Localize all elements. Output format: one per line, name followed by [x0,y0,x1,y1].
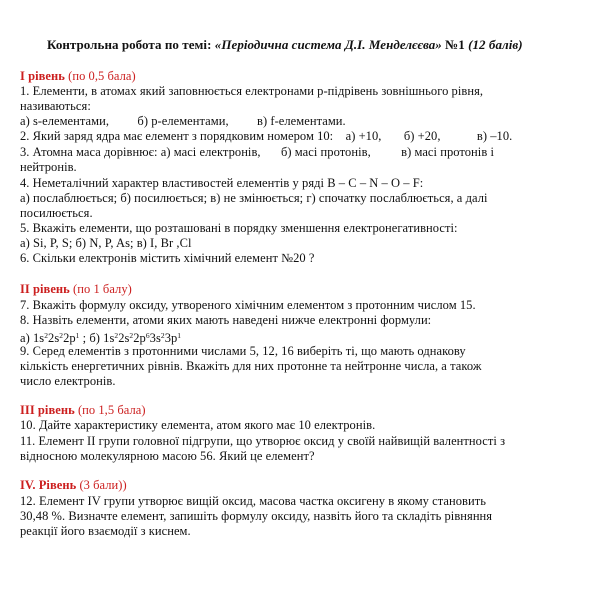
title-points: (12 балів) [468,37,523,52]
q12-line-3: реакції його взаємодії з киснем. [20,524,191,538]
q1-options [20,114,346,129]
q12-line-2: 30,48 %. Визначте елемент, запишіть формулу оксиду, назвіть його та складіть рівняння [20,509,493,523]
title-prefix: Контрольна робота по темі: [47,37,212,52]
level-3-name: ІІІ рівень [20,403,75,417]
q2-option-b: б) +20, [403,129,441,143]
q5-line-1: 5. Вкажіть елементи, що розташовані в порядку зменшення електронегативності: [20,221,458,235]
q4-line-1: 4. Неметалічний характер властивостей елементів у ряді B – C – N – O – F: [20,176,424,190]
q3-option-c: в) масі протонів і [401,145,494,159]
level-2-points: (по 1 балу) [73,282,132,296]
q3-option-a: а) масі електронів, [160,145,261,159]
q2-option-c: в) –10. [476,129,513,143]
q1-option-c: в) f-елементами. [257,114,346,128]
level-4-name: ІV. Рівень [20,478,77,492]
q8-line-1: 8. Назвіть елементи, атоми яких мають наведені нижче електронні формули: [20,313,432,327]
level-4-points: (3 бали)) [79,478,127,492]
q1-option-a: а) s-елементами, [20,114,110,128]
q5-line-2: а) Si, P, S; б) N, P, As; в) I, Br ,Cl [20,236,192,250]
level-1-heading [20,69,136,84]
q4-line-2: а) послаблюється; б) посилюється; в) не змінюється; г) спочатку послаблюється, а далі [20,191,488,205]
q2 [20,129,512,144]
title-number: №1 [445,37,465,52]
q1-option-b: б) p-елементами, [137,114,229,128]
q3-text: 3. Атомна маса дорівнює: [20,145,158,159]
q1-line-1: 1. Елементи, в атомах який заповнюється електронами p-підрівень зовнішнього рівня, [20,84,484,98]
level-2-name: ІІ рівень [20,282,70,296]
q3-option-b: б) масі протонів, [280,145,371,159]
q11-line-2: відносною молекулярною масою 56. Який це елемент? [20,449,315,463]
q1-line-2: називаються: [20,99,91,113]
level-3-points: (по 1,5 бала) [77,403,146,417]
q3-line-2: нейтронів. [20,160,77,174]
q9-line-1: 9. Серед елементів з протонними числами 5, 12, 16 виберіть ті, що мають однакову [20,344,466,358]
page-title [47,37,523,52]
q2-option-a: а) +10, [345,129,382,143]
q8-prefix-a: а) [20,331,33,345]
q9-line-2: кількість енергетичних рівнів. Вкажіть для них протонне та нейтронне числа, а також [20,359,482,373]
q7: 7. Вкажіть формулу оксиду, утвореного хімічним елементом з протонним числом 15. [20,298,476,312]
level-1-name: І рівень [20,69,65,83]
level-2-heading [20,282,132,297]
q10: 10. Дайте характеристику елемента, атом якого має 10 електронів. [20,418,376,432]
q9-line-3: число електронів. [20,374,116,388]
q8-formula-a: $1s^22s^22p^1$ [33,331,80,345]
title-topic: «Періодична система Д.І. Менделєєва» [214,37,442,52]
q8-formula-b: $1s^22s^22p^63s^23p^1$ [103,331,182,345]
q6: 6. Скільки електронів містить хімічний елемент №20 ? [20,251,315,265]
q8-prefix-b: ; б) [82,331,104,345]
level-1-points: (по 0,5 бала) [68,69,136,83]
q11-line-1: 11. Елемент ІІ групи головної підгрупи, що утворює оксид у своїй найвищій валентності з [20,434,506,448]
q3 [20,145,494,160]
q4-line-3: посилюється. [20,206,93,220]
q2-text: 2. Який заряд ядра має елемент з порядковим номером 10: [20,129,334,143]
level-4-heading [20,478,127,493]
level-3-heading [20,403,146,418]
q12-line-1: 12. Елемент ІV групи утворює вищій оксид, масова частка оксигену в якому становить [20,494,487,508]
